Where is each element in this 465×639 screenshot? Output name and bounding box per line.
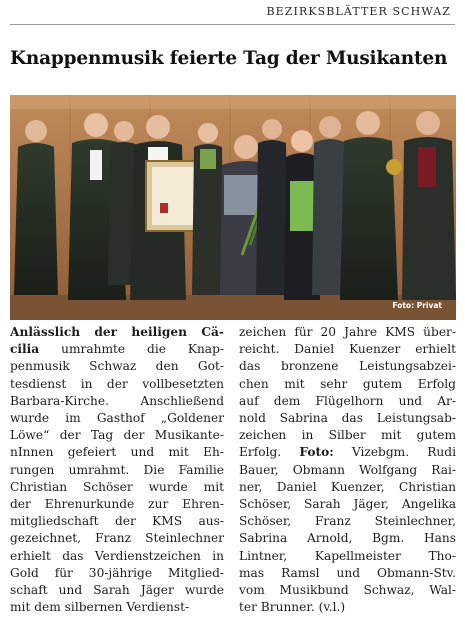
article-text: ner, Daniel Kuenzer, Christian — [239, 479, 456, 494]
article-line — [10, 376, 224, 393]
headline: Knappenmusik feierte Tag der Musikanten — [10, 48, 448, 69]
article-text-bold: Foto: — [299, 445, 334, 460]
article-line — [10, 427, 224, 444]
article-text: mas Ramsl und Obmann-Stv. — [239, 565, 456, 580]
article-column-right — [239, 324, 456, 616]
article-line — [239, 496, 456, 513]
article-text: Christian Schöser wurde mit — [10, 479, 224, 494]
article-text: Sabrina Arnold, Bgm. Hans — [239, 531, 456, 546]
article-text: Löwe“ der Tag der Musikante- — [10, 428, 224, 443]
photo-credit: Foto: Privat — [392, 301, 442, 310]
article-text: chen mit sehr gutem Erfolg — [239, 376, 456, 391]
article-line — [239, 410, 456, 427]
article-line — [239, 393, 456, 410]
group-photo — [10, 95, 456, 320]
article-body — [10, 324, 456, 636]
article-text: Vizebgm. Rudi — [333, 445, 456, 460]
article-text: Schöser, Franz Steinlechner, — [239, 514, 456, 529]
article-text-bold: Anlässlich der heiligen Cä- — [10, 325, 224, 339]
article-text: gezeichnet, Franz Steinlechner — [10, 531, 224, 546]
article-text: Barbara-Kirche. Anschließend — [10, 393, 224, 408]
article-text-bold: cilia — [10, 342, 40, 357]
article-line — [239, 582, 456, 599]
article-line — [239, 376, 456, 393]
article-line — [10, 530, 224, 547]
article-line — [10, 582, 224, 599]
article-text: Gold für 30-jährige Mitglied- — [10, 565, 224, 580]
article-line — [10, 341, 224, 358]
article-line — [239, 565, 456, 582]
group-photo-illustration — [10, 95, 456, 320]
article-text: schaft und Sarah Jäger wurde — [10, 583, 224, 598]
article-text: zeichen für 20 Jahre KMS über- — [239, 325, 456, 339]
article-line — [10, 358, 224, 375]
article-line — [10, 479, 224, 496]
article-line — [239, 530, 456, 547]
article-text: penmusik Schwaz den Got- — [10, 359, 224, 374]
article-line — [10, 462, 224, 479]
article-text: wurde im Gasthof „Goldener — [10, 411, 224, 426]
article-line — [239, 358, 456, 375]
article-text: tesdienst in der vollbesetzten — [10, 376, 224, 391]
article-line — [10, 324, 224, 341]
article-text: Bauer, Obmann Wolfgang Rai- — [239, 462, 456, 477]
article-line — [239, 599, 456, 616]
article-text: zeichen in Silber mit gutem — [239, 428, 456, 443]
article-text: Schöser, Sarah Jäger, Angelika — [239, 497, 456, 512]
article-line — [10, 393, 224, 410]
article-text: nInnen gefeiert und mit Eh- — [10, 445, 224, 460]
article-line — [10, 444, 224, 461]
article-line — [239, 444, 456, 461]
article-line — [239, 548, 456, 565]
article-text: das bronzene Leistungsabzei- — [239, 359, 456, 374]
article-text: vom Musikbund Schwaz, Wal- — [239, 583, 456, 598]
article-line — [239, 513, 456, 530]
article-line — [10, 410, 224, 427]
article-column-left — [10, 324, 224, 616]
article-text: Erfolg. — [239, 445, 300, 460]
article-text: ter Brunner. (v.l.) — [239, 600, 346, 615]
article-line — [239, 341, 456, 358]
article-line — [10, 599, 224, 616]
article-line — [10, 513, 224, 530]
article-text: der Ehrenurkunde zur Ehren- — [10, 497, 224, 512]
article-line — [239, 427, 456, 444]
article-text: reicht. Daniel Kuenzer erhielt — [239, 342, 456, 357]
article-line — [239, 324, 456, 341]
article-text: umrahmte die Knap- — [39, 342, 224, 357]
article-text: mit dem silbernen Verdienst- — [10, 600, 190, 615]
article-text: mitgliedschaft der KMS aus- — [10, 514, 224, 529]
masthead-rule — [10, 24, 455, 25]
article-line — [239, 479, 456, 496]
article-text: erhielt das Verdienstzeichen in — [10, 548, 224, 563]
article-line — [10, 565, 224, 582]
article-text: auf dem Flügelhorn und Ar- — [239, 393, 456, 408]
article-line — [10, 496, 224, 513]
article-text: rungen umrahmt. Die Familie — [10, 462, 224, 477]
masthead: BEZIRKSBLÄTTER SCHWAZ — [266, 5, 451, 18]
article-text: Lintner, Kapellmeister Tho- — [239, 548, 456, 563]
article-line — [239, 462, 456, 479]
article-line — [10, 548, 224, 565]
article-text: nold Sabrina das Leistungsab- — [239, 411, 456, 426]
